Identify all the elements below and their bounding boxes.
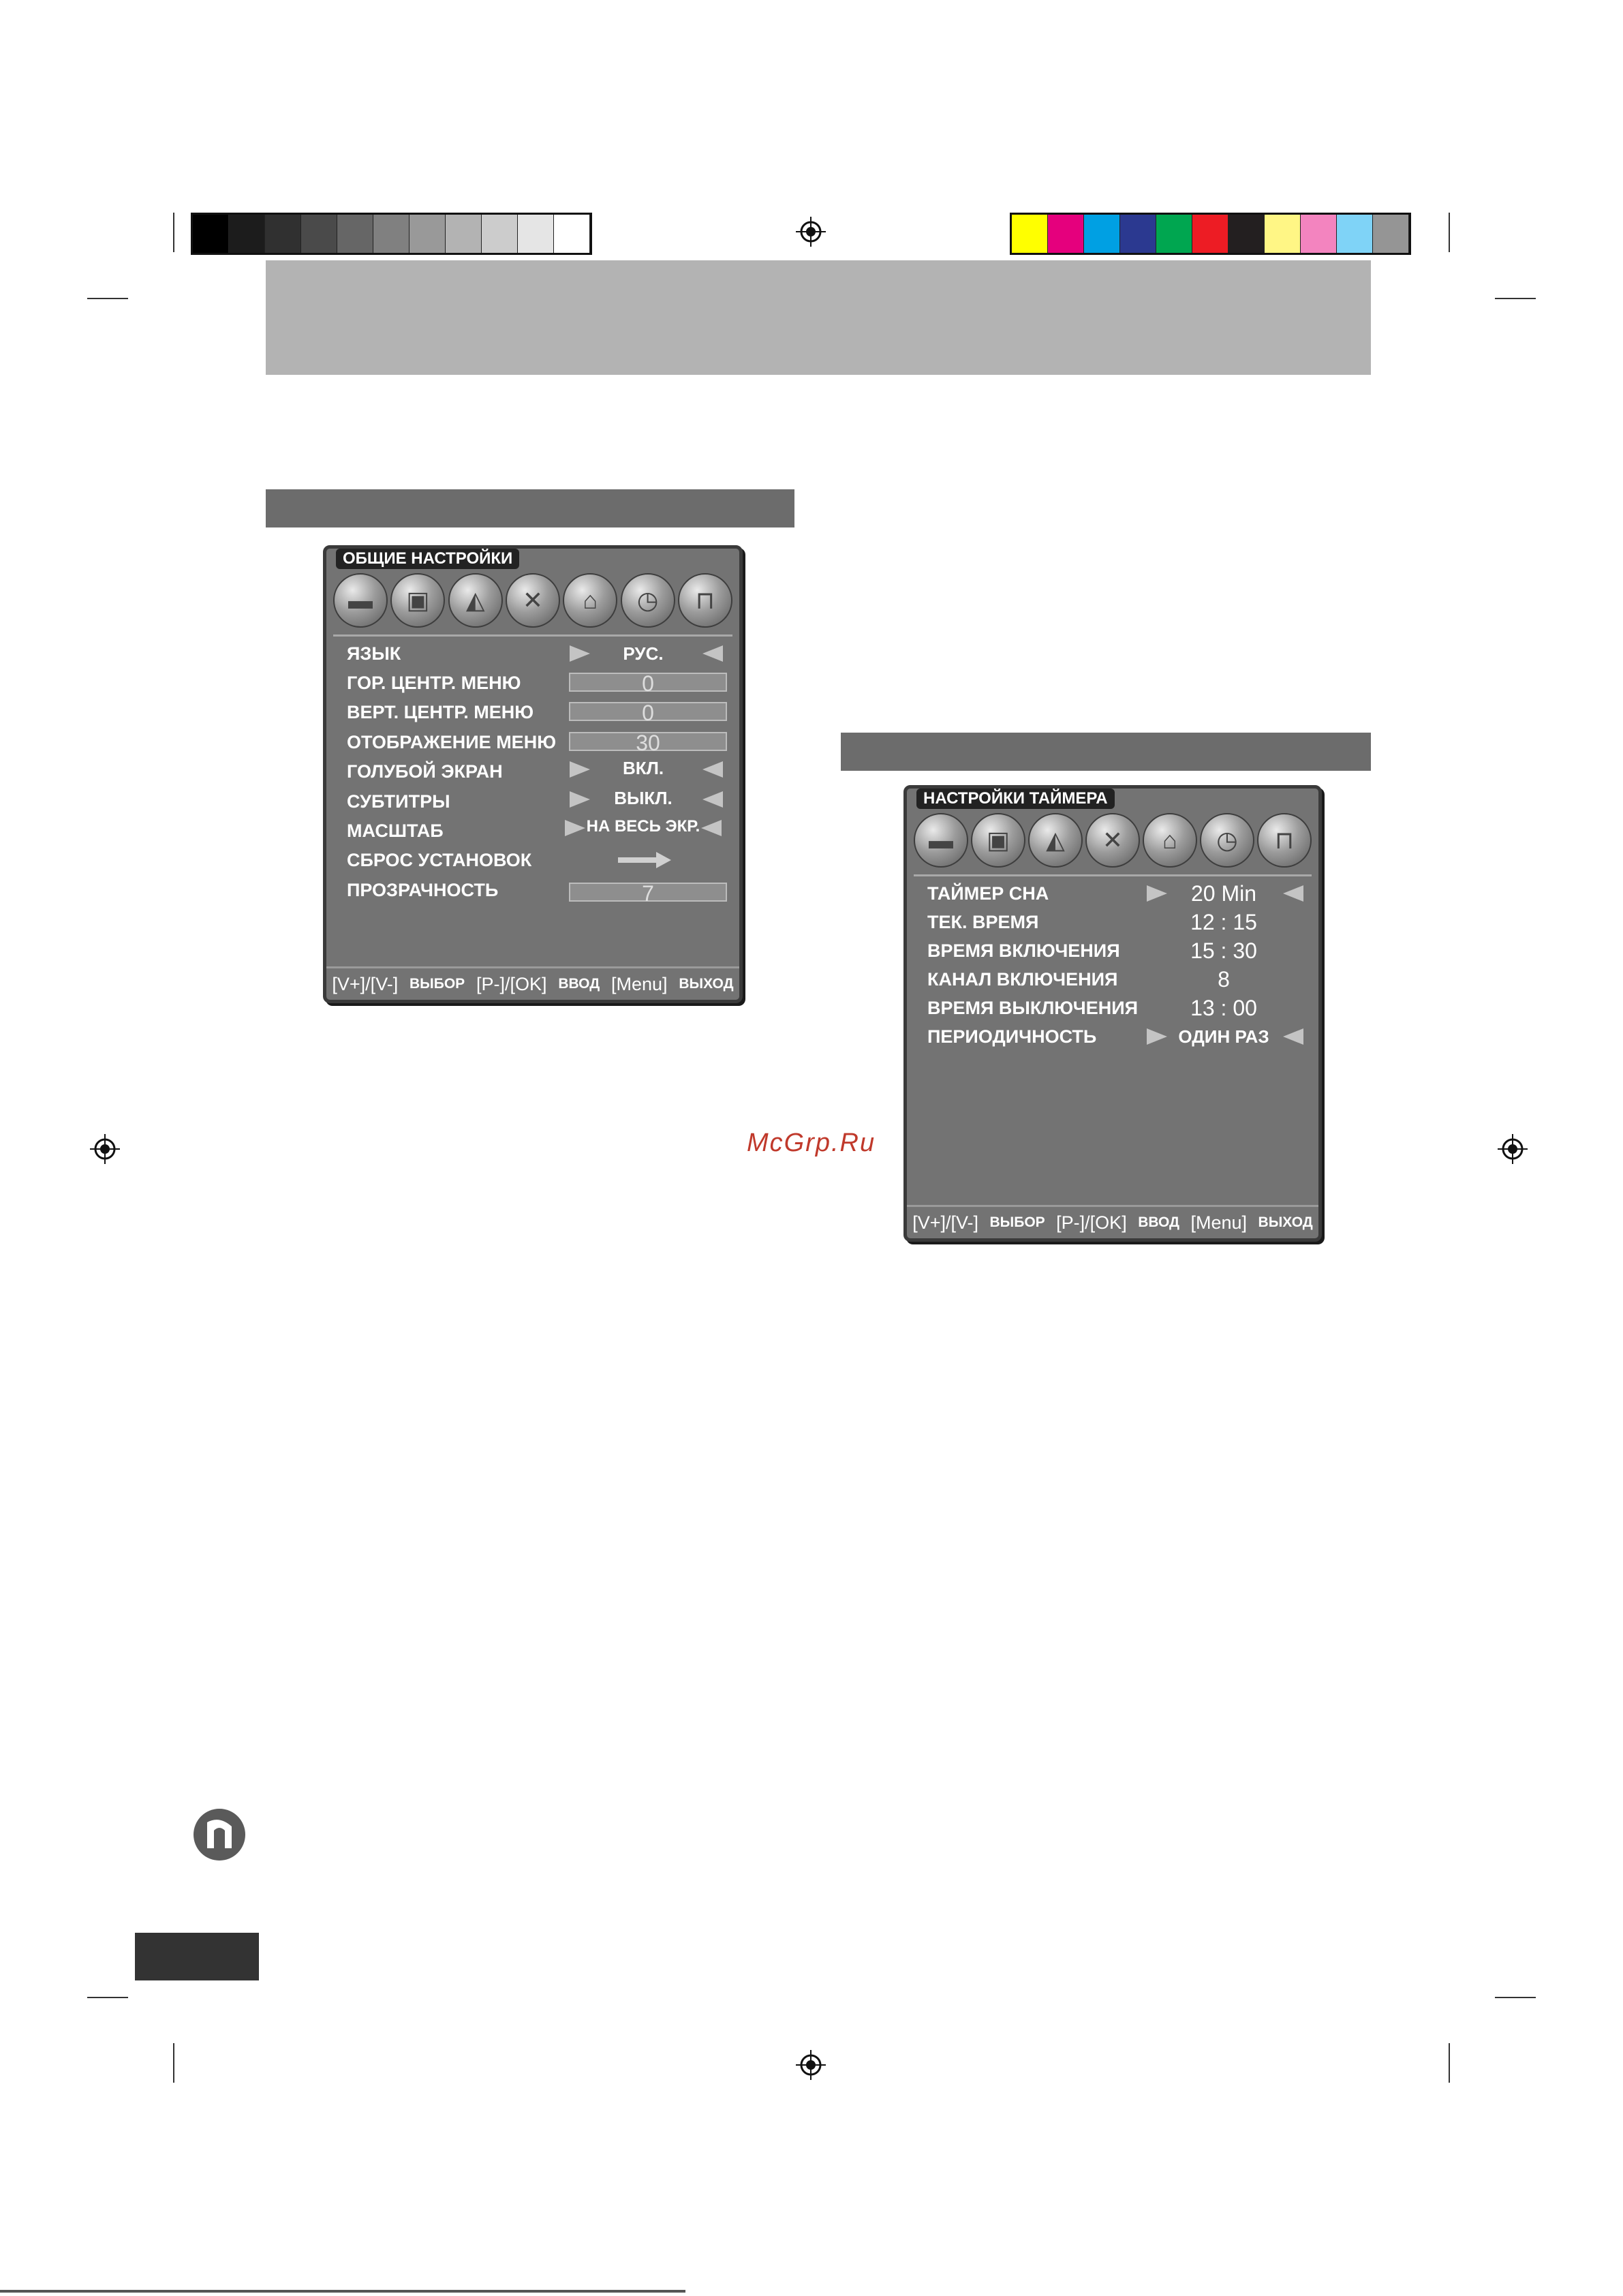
color-swatch bbox=[1301, 215, 1337, 253]
trim-mark bbox=[87, 298, 128, 299]
footer-key: [V+]/[V-] bbox=[332, 973, 399, 994]
color-swatch bbox=[193, 215, 229, 253]
arrow-right-icon[interactable] bbox=[570, 791, 590, 808]
trim-mark bbox=[87, 1997, 128, 1998]
footer-action: ВВОД bbox=[1138, 1214, 1180, 1230]
menu-footer bbox=[907, 1205, 1318, 1238]
arrow-right-icon[interactable] bbox=[565, 820, 585, 836]
menu-row-label[interactable]: ВЕРТ. ЦЕНТР. МЕНЮ bbox=[347, 702, 534, 722]
trim-mark bbox=[173, 2043, 174, 2083]
color-swatch bbox=[446, 215, 482, 253]
arrow-left-icon[interactable] bbox=[702, 791, 723, 808]
settings-icon[interactable]: ✕ bbox=[1085, 813, 1140, 868]
footer-action: ВЫХОД bbox=[1258, 1214, 1313, 1230]
lock-icon[interactable]: ⊓ bbox=[678, 573, 732, 628]
color-swatch bbox=[301, 215, 337, 253]
footer-key: [P-]/[OK] bbox=[476, 973, 547, 994]
channel-icon[interactable]: ▣ bbox=[390, 573, 445, 628]
menu-title: НАСТРОЙКИ ТАЙМЕРА bbox=[916, 789, 1115, 809]
function-icon[interactable]: ⌂ bbox=[563, 573, 617, 628]
arrow-right-icon[interactable] bbox=[570, 761, 590, 778]
footer-key: [P-]/[OK] bbox=[1056, 1212, 1127, 1233]
color-swatch bbox=[409, 215, 446, 253]
menu-row-value: ВКЛ. bbox=[622, 758, 664, 778]
watermark: McGrp.Ru bbox=[747, 1129, 876, 1157]
arrow-left-icon[interactable] bbox=[701, 820, 722, 836]
menu-row-value: 12 : 15 bbox=[1190, 910, 1257, 934]
sound-icon[interactable]: ◭ bbox=[448, 573, 503, 628]
menu-title: ОБЩИЕ НАСТРОЙКИ bbox=[336, 549, 519, 569]
arrow-right-icon[interactable] bbox=[570, 645, 590, 662]
registration-mark-icon bbox=[90, 1134, 120, 1164]
color-swatch bbox=[265, 215, 301, 253]
color-swatch bbox=[554, 215, 590, 253]
menu-row-value: 8 bbox=[1218, 967, 1230, 992]
arrow-left-icon[interactable] bbox=[1283, 1028, 1303, 1045]
color-swatch bbox=[1012, 215, 1048, 253]
menu-icon-row bbox=[333, 573, 732, 637]
menu-row-slider[interactable]: 7 bbox=[569, 883, 727, 902]
page-number-block bbox=[135, 1933, 259, 1980]
arrow-right-icon[interactable] bbox=[1147, 1028, 1167, 1045]
picture-icon[interactable]: ▬ bbox=[333, 573, 388, 628]
arrow-left-icon[interactable] bbox=[702, 645, 723, 662]
section-bar-general bbox=[266, 489, 794, 527]
color-swatch bbox=[518, 215, 554, 253]
settings-icon[interactable]: ✕ bbox=[506, 573, 560, 628]
color-swatch bbox=[1120, 215, 1156, 253]
menu-row-value: ОДИН РАЗ bbox=[1178, 1026, 1269, 1047]
timer-settings-menu bbox=[903, 785, 1322, 1242]
color-swatch bbox=[1373, 215, 1409, 253]
arrow-left-icon[interactable] bbox=[702, 761, 723, 778]
brand-logo-icon bbox=[192, 1807, 247, 1862]
menu-row-label[interactable]: ТАЙМЕР СНА bbox=[927, 883, 1049, 904]
menu-row-slider[interactable]: 0 bbox=[569, 673, 727, 692]
menu-row-value: 15 : 30 bbox=[1190, 938, 1257, 963]
menu-row-label[interactable]: КАНАЛ ВКЛЮЧЕНИЯ bbox=[927, 969, 1118, 990]
footer-key: [V+]/[V-] bbox=[912, 1212, 979, 1233]
footer-action: ВЫБОР bbox=[409, 976, 465, 992]
trim-mark bbox=[1495, 1997, 1536, 1998]
menu-icon-row bbox=[914, 813, 1312, 876]
menu-row-label[interactable]: ТЕК. ВРЕМЯ bbox=[927, 912, 1039, 932]
color-swatch bbox=[1228, 215, 1265, 253]
timer-icon[interactable]: ◷ bbox=[1200, 813, 1254, 868]
menu-row-label[interactable]: ГОЛУБОЙ ЭКРАН bbox=[347, 761, 503, 782]
menu-row-value: 20 Min bbox=[1190, 881, 1257, 906]
lock-icon[interactable]: ⊓ bbox=[1257, 813, 1312, 868]
color-swatch bbox=[1156, 215, 1192, 253]
menu-row-value: 13 : 00 bbox=[1190, 996, 1257, 1020]
color-swatch bbox=[1048, 215, 1084, 253]
footer-action: ВЫХОД bbox=[679, 976, 734, 992]
color-swatch bbox=[1265, 215, 1301, 253]
grayscale-color-bar bbox=[191, 213, 592, 255]
arrow-right-icon[interactable] bbox=[1147, 885, 1167, 902]
registration-mark-icon bbox=[796, 2050, 826, 2080]
menu-row-slider[interactable]: 30 bbox=[569, 732, 727, 751]
picture-icon[interactable]: ▬ bbox=[914, 813, 968, 868]
function-icon[interactable]: ⌂ bbox=[1143, 813, 1197, 868]
menu-row-value: НА ВЕСЬ ЭКР. bbox=[586, 817, 700, 836]
color-swatch bbox=[337, 215, 373, 253]
menu-row-label[interactable]: ПРОЗРАЧНОСТЬ bbox=[347, 880, 499, 900]
footer-key: [Menu] bbox=[610, 973, 668, 994]
trim-mark bbox=[1449, 2043, 1450, 2083]
color-swatch bbox=[482, 215, 518, 253]
timer-icon[interactable]: ◷ bbox=[621, 573, 675, 628]
registration-mark-icon bbox=[796, 217, 826, 247]
menu-footer bbox=[326, 966, 739, 1000]
page-header-bar bbox=[266, 260, 1371, 375]
trim-mark bbox=[1449, 213, 1450, 252]
registration-mark-icon bbox=[1498, 1134, 1528, 1164]
footer-key: [Menu] bbox=[1190, 1212, 1248, 1233]
enter-arrow-icon[interactable] bbox=[618, 850, 673, 870]
general-settings-menu bbox=[323, 545, 743, 1003]
color-swatch bbox=[1337, 215, 1373, 253]
menu-row-label[interactable]: ВРЕМЯ ВКЛЮЧЕНИЯ bbox=[927, 940, 1120, 961]
menu-row-label[interactable]: МАСШТАБ bbox=[347, 821, 444, 841]
menu-row-label[interactable]: ЯЗЫК bbox=[347, 643, 401, 664]
menu-row-label[interactable]: ВРЕМЯ ВЫКЛЮЧЕНИЯ bbox=[927, 998, 1139, 1018]
sound-icon[interactable]: ◭ bbox=[1028, 813, 1083, 868]
menu-row-label[interactable]: СБРОС УСТАНОВОК bbox=[347, 850, 532, 870]
menu-row-label[interactable]: ОТОБРАЖЕНИЕ МЕНЮ bbox=[347, 732, 557, 752]
color-swatch bbox=[373, 215, 409, 253]
footer-action: ВВОД bbox=[558, 976, 600, 992]
color-swatch bbox=[1192, 215, 1228, 253]
color-swatch bbox=[1084, 215, 1120, 253]
color-swatch bbox=[229, 215, 265, 253]
arrow-left-icon[interactable] bbox=[1283, 885, 1303, 902]
trim-mark bbox=[173, 213, 174, 252]
footer-action: ВЫБОР bbox=[989, 1214, 1045, 1230]
menu-row-label[interactable]: ГОР. ЦЕНТР. МЕНЮ bbox=[347, 673, 521, 693]
menu-row-slider[interactable]: 0 bbox=[569, 702, 727, 721]
cmyk-color-bar bbox=[1010, 213, 1411, 255]
trim-mark bbox=[1495, 298, 1536, 299]
bottom-rule bbox=[0, 2290, 685, 2293]
menu-row-label[interactable]: СУБТИТРЫ bbox=[347, 791, 450, 812]
menu-row-value: РУС. bbox=[623, 643, 664, 664]
menu-row-value: ВЫКЛ. bbox=[614, 788, 673, 808]
channel-icon[interactable]: ▣ bbox=[971, 813, 1025, 868]
section-bar-timer bbox=[841, 733, 1371, 771]
menu-row-label[interactable]: ПЕРИОДИЧНОСТЬ bbox=[927, 1026, 1097, 1047]
